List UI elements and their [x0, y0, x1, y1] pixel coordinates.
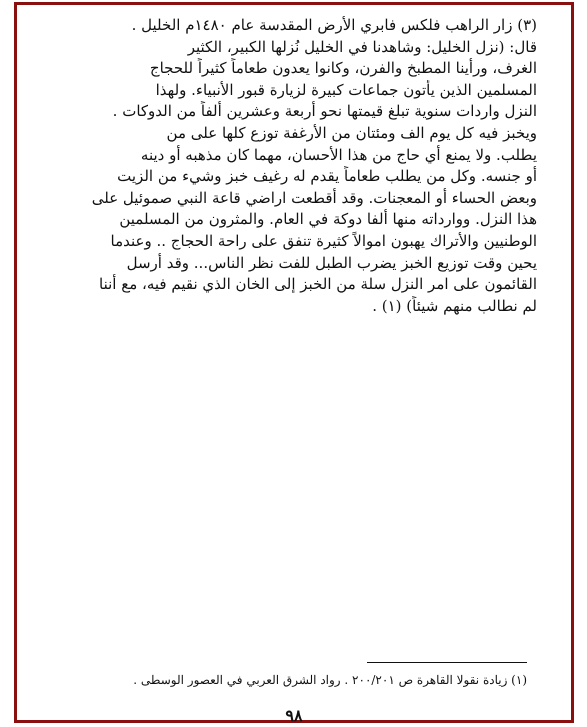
- body-line: قال: (نزل الخليل: وشاهدنا في الخليل نُزلها الكبير، الكثير: [187, 37, 537, 56]
- page-number: ٩٨: [285, 706, 303, 725]
- page-frame: [14, 2, 574, 723]
- body-line: لم نطالب منهم شيئاً) (١) .: [372, 296, 537, 315]
- body-line: أو جنسه. وكل من يطلب طعاماً يقدم له رغيف خبز وشيء من الزيت: [117, 167, 537, 186]
- body-line: يطلب. ولا يمنع أي حاج من هذا الأحسان، مهما كان مذهبه أو دينه: [140, 145, 537, 164]
- body-line: الغرف، ورأينا المطبخ والفرن، وكانوا يعدون طعاماً كثيراً للحجاج: [149, 59, 537, 78]
- footnote-divider: [367, 662, 527, 663]
- body-line: هذا النزل. ووارداته منها ألفا دوكة في العام. والمثرون من المسلمين: [119, 210, 537, 229]
- body-line: يحين وقت توزيع الخبز يضرب الطبل للفت نظر الناس... وقد أرسل: [126, 253, 537, 272]
- body-line: القائمون على امر النزل سلة من الخبز إلى الخان الذي نقيم فيه، مع أننا: [99, 275, 537, 294]
- body-line: النزل واردات سنوية تبلغ قيمتها نحو أربعة وعشرين ألفاً من الدوكات .: [112, 102, 537, 121]
- body-text: [55, 15, 537, 317]
- body-line: المسلمين الذين يأتون جماعات كبيرة لزيارة قبور الأنبياء. ولهذا: [155, 80, 537, 99]
- footnote: (١) زيادة نقولا القاهرة ص ٢٠٠/٢٠١ . رواد الشرق العربي في العصور الوسطى .: [133, 673, 527, 687]
- body-line: وبعض الحساء أو المعجنات. وقد أقطعت اراضي قاعة النبي صموئيل على: [91, 188, 537, 207]
- body-line: (٣) زار الراهب فلكس فابري الأرض المقدسة عام ١٤٨٠م الخليل .: [131, 16, 537, 34]
- body-line: الوطنيين والأتراك يهبون اموالاً كثيرة تنفق على راحة الحجاج .. وعندما: [110, 231, 537, 250]
- body-line: ويخبز فيه كل يوم الف ومئتان من الأرغفة توزع كلها على من: [166, 123, 537, 142]
